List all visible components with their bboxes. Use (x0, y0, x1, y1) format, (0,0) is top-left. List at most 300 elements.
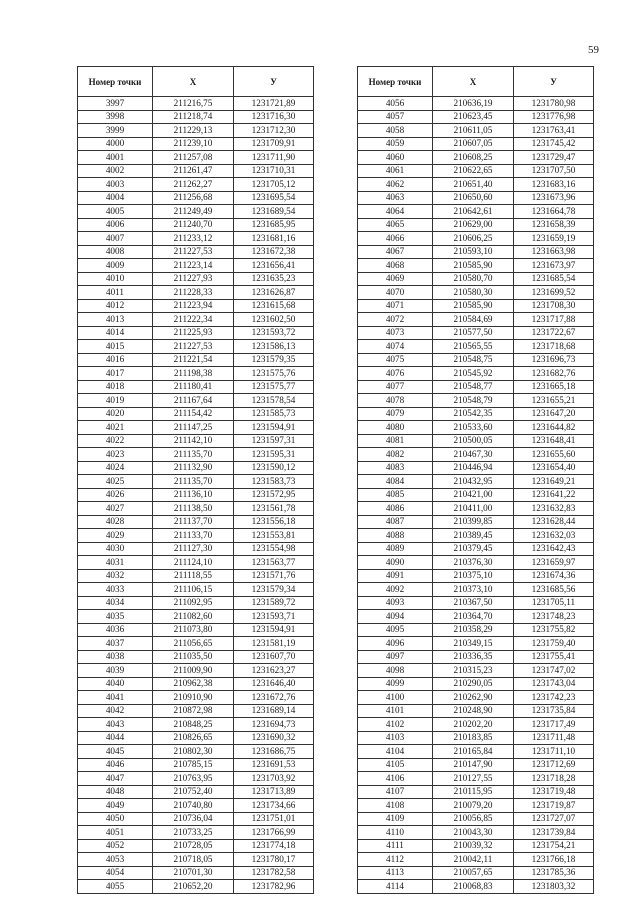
table-row (358, 475, 594, 489)
cell-x: 210611,05 (433, 124, 514, 138)
cell-y: 1231554,98 (234, 542, 314, 556)
table-row (358, 380, 594, 394)
cell-y: 1231711,90 (234, 151, 314, 165)
cell-x: 210421,00 (433, 488, 514, 502)
cell-y: 1231709,91 (234, 137, 314, 151)
table-row (78, 380, 314, 394)
table-row (78, 799, 314, 813)
table-row (78, 758, 314, 772)
table-row (358, 340, 594, 354)
cell-point-number: 4099 (358, 677, 433, 691)
cell-x: 210728,05 (153, 839, 234, 853)
cell-point-number: 4055 (78, 880, 153, 894)
cell-point-number: 4103 (358, 731, 433, 745)
header-x: X (153, 67, 234, 97)
table-row (78, 542, 314, 556)
cell-y: 1231556,18 (234, 515, 314, 529)
cell-point-number: 4059 (358, 137, 433, 151)
cell-point-number: 4097 (358, 650, 433, 664)
cell-x: 210262,90 (433, 691, 514, 705)
cell-point-number: 4092 (358, 583, 433, 597)
table-row (358, 799, 594, 813)
cell-y: 1231759,40 (514, 637, 594, 651)
cell-point-number: 4041 (78, 691, 153, 705)
cell-point-number: 4014 (78, 326, 153, 340)
table-row (78, 124, 314, 138)
table-row (358, 542, 594, 556)
cell-y: 1231754,21 (514, 839, 594, 853)
cell-y: 1231626,87 (234, 286, 314, 300)
cell-y: 1231655,60 (514, 448, 594, 462)
table-row (78, 326, 314, 340)
cell-point-number: 4113 (358, 866, 433, 880)
cell-x: 211142,10 (153, 434, 234, 448)
table-row (358, 623, 594, 637)
cell-y: 1231748,23 (514, 610, 594, 624)
table-row (78, 110, 314, 124)
cell-point-number: 4040 (78, 677, 153, 691)
cell-point-number: 4023 (78, 448, 153, 462)
cell-x: 210548,77 (433, 380, 514, 394)
cell-y: 1231673,96 (514, 191, 594, 205)
cell-y: 1231718,28 (514, 772, 594, 786)
table-row (358, 650, 594, 664)
cell-x: 210752,40 (153, 785, 234, 799)
cell-y: 1231699,52 (514, 286, 594, 300)
cell-point-number: 4012 (78, 299, 153, 313)
cell-point-number: 4054 (78, 866, 153, 880)
cell-y: 1231711,48 (514, 731, 594, 745)
cell-y: 1231635,23 (234, 272, 314, 286)
cell-point-number: 4006 (78, 218, 153, 232)
cell-x: 210565,55 (433, 340, 514, 354)
cell-x: 210432,95 (433, 475, 514, 489)
table-row (358, 853, 594, 867)
cell-y: 1231586,13 (234, 340, 314, 354)
cell-x: 210636,19 (433, 97, 514, 111)
table-row (358, 529, 594, 543)
table-row (78, 718, 314, 732)
cell-y: 1231780,98 (514, 97, 594, 111)
cell-point-number: 4101 (358, 704, 433, 718)
cell-x: 210785,15 (153, 758, 234, 772)
cell-point-number: 4061 (358, 164, 433, 178)
table-row (358, 448, 594, 462)
cell-x: 210165,84 (433, 745, 514, 759)
cell-y: 1231719,48 (514, 785, 594, 799)
table-row (78, 191, 314, 205)
cell-x: 211082,60 (153, 610, 234, 624)
cell-point-number: 4019 (78, 394, 153, 408)
cell-y: 1231672,76 (234, 691, 314, 705)
cell-point-number: 4100 (358, 691, 433, 705)
cell-y: 1231707,50 (514, 164, 594, 178)
cell-x: 210584,69 (433, 313, 514, 327)
cell-y: 1231579,34 (234, 583, 314, 597)
cell-y: 1231681,16 (234, 232, 314, 246)
table-row (358, 772, 594, 786)
table-row (78, 515, 314, 529)
cell-point-number: 4017 (78, 367, 153, 381)
cell-x: 210650,60 (433, 191, 514, 205)
cell-y: 1231763,41 (514, 124, 594, 138)
cell-x: 211132,90 (153, 461, 234, 475)
cell-point-number: 4005 (78, 205, 153, 219)
cell-point-number: 4021 (78, 421, 153, 435)
cell-x: 211138,50 (153, 502, 234, 516)
cell-point-number: 4007 (78, 232, 153, 246)
cell-x: 211240,70 (153, 218, 234, 232)
table-row (78, 394, 314, 408)
cell-point-number: 4008 (78, 245, 153, 259)
cell-point-number: 4110 (358, 826, 433, 840)
cell-y: 1231708,30 (514, 299, 594, 313)
cell-x: 210373,10 (433, 583, 514, 597)
cell-point-number: 4090 (358, 556, 433, 570)
cell-x: 211227,53 (153, 340, 234, 354)
table-row (358, 326, 594, 340)
cell-y: 1231727,07 (514, 812, 594, 826)
table-row (78, 839, 314, 853)
cell-point-number: 4029 (78, 529, 153, 543)
cell-x: 210533,60 (433, 421, 514, 435)
cell-y: 1231711,10 (514, 745, 594, 759)
cell-x: 210379,45 (433, 542, 514, 556)
cell-x: 210740,80 (153, 799, 234, 813)
cell-y: 1231659,97 (514, 556, 594, 570)
cell-x: 211147,25 (153, 421, 234, 435)
cell-point-number: 4078 (358, 394, 433, 408)
cell-point-number: 4079 (358, 407, 433, 421)
cell-x: 210718,05 (153, 853, 234, 867)
cell-point-number: 4060 (358, 151, 433, 165)
table-header-row (78, 67, 314, 97)
header-y: У (234, 67, 314, 97)
cell-y: 1231729,47 (514, 151, 594, 165)
cell-y: 1231690,32 (234, 731, 314, 745)
cell-point-number: 4091 (358, 569, 433, 583)
cell-point-number: 4066 (358, 232, 433, 246)
table-row (78, 97, 314, 111)
cell-x: 210802,30 (153, 745, 234, 759)
cell-x: 211106,15 (153, 583, 234, 597)
cell-x: 211249,49 (153, 205, 234, 219)
cell-x: 211257,08 (153, 151, 234, 165)
cell-point-number: 4058 (358, 124, 433, 138)
cell-point-number: 4000 (78, 137, 153, 151)
table-row (78, 353, 314, 367)
table-row (78, 745, 314, 759)
cell-point-number: 4036 (78, 623, 153, 637)
table-row (358, 677, 594, 691)
cell-y: 1231575,77 (234, 380, 314, 394)
cell-x: 211239,10 (153, 137, 234, 151)
cell-point-number: 4052 (78, 839, 153, 853)
cell-point-number: 4108 (358, 799, 433, 813)
cell-y: 1231734,66 (234, 799, 314, 813)
cell-x: 210962,38 (153, 677, 234, 691)
header-point-number: Номер точки (358, 67, 433, 97)
cell-x: 211228,33 (153, 286, 234, 300)
table-row (78, 853, 314, 867)
cell-x: 210127,55 (433, 772, 514, 786)
cell-point-number: 4074 (358, 340, 433, 354)
cell-point-number: 4072 (358, 313, 433, 327)
table-row (78, 880, 314, 894)
table-row (78, 583, 314, 597)
cell-x: 211135,70 (153, 448, 234, 462)
cell-y: 1231745,42 (514, 137, 594, 151)
cell-x: 211223,14 (153, 259, 234, 273)
cell-point-number: 4018 (78, 380, 153, 394)
cell-point-number: 4028 (78, 515, 153, 529)
cell-point-number: 4025 (78, 475, 153, 489)
cell-point-number: 4024 (78, 461, 153, 475)
cell-point-number: 4065 (358, 218, 433, 232)
cell-y: 1231575,76 (234, 367, 314, 381)
cell-point-number: 4107 (358, 785, 433, 799)
table-row (358, 137, 594, 151)
cell-point-number: 4081 (358, 434, 433, 448)
coordinates-table-right (357, 66, 594, 894)
cell-point-number: 4085 (358, 488, 433, 502)
cell-point-number: 4038 (78, 650, 153, 664)
table-row (358, 745, 594, 759)
cell-point-number: 4069 (358, 272, 433, 286)
table-row (78, 488, 314, 502)
cell-x: 210548,75 (433, 353, 514, 367)
cell-x: 210608,25 (433, 151, 514, 165)
cell-y: 1231597,31 (234, 434, 314, 448)
cell-point-number: 4089 (358, 542, 433, 556)
table-row (358, 272, 594, 286)
cell-y: 1231664,78 (514, 205, 594, 219)
cell-x: 210701,30 (153, 866, 234, 880)
cell-x: 210585,90 (433, 299, 514, 313)
cell-point-number: 4080 (358, 421, 433, 435)
table-row (78, 218, 314, 232)
cell-y: 1231656,41 (234, 259, 314, 273)
cell-x: 210629,00 (433, 218, 514, 232)
cell-x: 211262,27 (153, 178, 234, 192)
cell-x: 211222,34 (153, 313, 234, 327)
table-row (358, 97, 594, 111)
cell-x: 210042,11 (433, 853, 514, 867)
cell-point-number: 3999 (78, 124, 153, 138)
cell-y: 1231739,84 (514, 826, 594, 840)
cell-point-number: 4096 (358, 637, 433, 651)
cell-point-number: 4033 (78, 583, 153, 597)
table-row (78, 178, 314, 192)
table-row (78, 826, 314, 840)
cell-point-number: 4016 (78, 353, 153, 367)
cell-y: 1231571,76 (234, 569, 314, 583)
cell-y: 1231716,30 (234, 110, 314, 124)
cell-y: 1231717,49 (514, 718, 594, 732)
table-row (358, 583, 594, 597)
cell-y: 1231641,22 (514, 488, 594, 502)
cell-x: 210593,10 (433, 245, 514, 259)
table-row (358, 556, 594, 570)
cell-y: 1231655,21 (514, 394, 594, 408)
cell-x: 210585,90 (433, 259, 514, 273)
cell-x: 211256,68 (153, 191, 234, 205)
cell-y: 1231685,54 (514, 272, 594, 286)
cell-point-number: 4057 (358, 110, 433, 124)
cell-y: 1231658,39 (514, 218, 594, 232)
cell-y: 1231718,68 (514, 340, 594, 354)
cell-x: 211135,70 (153, 475, 234, 489)
cell-x: 210147,90 (433, 758, 514, 772)
cell-point-number: 4102 (358, 718, 433, 732)
cell-y: 1231722,67 (514, 326, 594, 340)
cell-point-number: 4020 (78, 407, 153, 421)
cell-y: 1231766,18 (514, 853, 594, 867)
cell-x: 210542,35 (433, 407, 514, 421)
table-row (78, 637, 314, 651)
cell-point-number: 4043 (78, 718, 153, 732)
cell-point-number: 4093 (358, 596, 433, 610)
cell-x: 210349,15 (433, 637, 514, 651)
cell-point-number: 4013 (78, 313, 153, 327)
cell-y: 1231691,53 (234, 758, 314, 772)
cell-point-number: 4082 (358, 448, 433, 462)
table-row (358, 407, 594, 421)
cell-point-number: 4109 (358, 812, 433, 826)
cell-point-number: 4098 (358, 664, 433, 678)
cell-point-number: 4067 (358, 245, 433, 259)
cell-y: 1231686,75 (234, 745, 314, 759)
cell-point-number: 4051 (78, 826, 153, 840)
table-row (78, 812, 314, 826)
cell-x: 211227,53 (153, 245, 234, 259)
table-row (358, 569, 594, 583)
table-row (358, 245, 594, 259)
cell-x: 210202,20 (433, 718, 514, 732)
cell-point-number: 4047 (78, 772, 153, 786)
cell-point-number: 4026 (78, 488, 153, 502)
cell-x: 210623,45 (433, 110, 514, 124)
cell-point-number: 4053 (78, 853, 153, 867)
cell-point-number: 4010 (78, 272, 153, 286)
cell-y: 1231593,71 (234, 610, 314, 624)
table-row (358, 812, 594, 826)
cell-x: 210079,20 (433, 799, 514, 813)
table-row (78, 299, 314, 313)
cell-x: 210651,40 (433, 178, 514, 192)
cell-point-number: 4039 (78, 664, 153, 678)
cell-x: 211167,64 (153, 394, 234, 408)
cell-y: 1231628,44 (514, 515, 594, 529)
table-row (358, 232, 594, 246)
cell-x: 211127,30 (153, 542, 234, 556)
cell-x: 210607,05 (433, 137, 514, 151)
cell-point-number: 4003 (78, 178, 153, 192)
cell-y: 1231583,73 (234, 475, 314, 489)
cell-x: 211233,12 (153, 232, 234, 246)
cell-x: 211221,54 (153, 353, 234, 367)
cell-y: 1231751,01 (234, 812, 314, 826)
cell-x: 210763,95 (153, 772, 234, 786)
cell-y: 1231710,31 (234, 164, 314, 178)
table-row (358, 151, 594, 165)
cell-y: 1231581,19 (234, 637, 314, 651)
cell-point-number: 4042 (78, 704, 153, 718)
cell-y: 1231689,14 (234, 704, 314, 718)
cell-y: 1231755,41 (514, 650, 594, 664)
cell-y: 1231712,30 (234, 124, 314, 138)
cell-point-number: 4034 (78, 596, 153, 610)
table-row (358, 218, 594, 232)
cell-y: 1231665,18 (514, 380, 594, 394)
cell-y: 1231578,54 (234, 394, 314, 408)
cell-x: 210115,95 (433, 785, 514, 799)
table-row (78, 137, 314, 151)
table-row (78, 866, 314, 880)
cell-x: 211227,93 (153, 272, 234, 286)
cell-y: 1231682,76 (514, 367, 594, 381)
cell-x: 211225,93 (153, 326, 234, 340)
table-row (358, 488, 594, 502)
cell-y: 1231685,95 (234, 218, 314, 232)
cell-x: 210376,30 (433, 556, 514, 570)
cell-point-number: 4064 (358, 205, 433, 219)
cell-point-number: 4022 (78, 434, 153, 448)
cell-y: 1231694,73 (234, 718, 314, 732)
cell-y: 1231593,72 (234, 326, 314, 340)
cell-x: 210467,30 (433, 448, 514, 462)
cell-y: 1231683,16 (514, 178, 594, 192)
table-row (78, 502, 314, 516)
cell-y: 1231572,95 (234, 488, 314, 502)
table-body-left (78, 97, 314, 894)
table-row (78, 272, 314, 286)
cell-point-number: 4068 (358, 259, 433, 273)
cell-y: 1231774,18 (234, 839, 314, 853)
table-row (78, 623, 314, 637)
cell-y: 1231674,36 (514, 569, 594, 583)
cell-x: 211133,70 (153, 529, 234, 543)
cell-y: 1231803,32 (514, 880, 594, 894)
cell-point-number: 4056 (358, 97, 433, 111)
cell-point-number: 4114 (358, 880, 433, 894)
cell-y: 1231735,84 (514, 704, 594, 718)
coordinates-table-left (77, 66, 314, 894)
cell-x: 210411,00 (433, 502, 514, 516)
cell-point-number: 4027 (78, 502, 153, 516)
cell-x: 210183,85 (433, 731, 514, 745)
table-row (358, 313, 594, 327)
cell-x: 210367,50 (433, 596, 514, 610)
cell-point-number: 4015 (78, 340, 153, 354)
table-row (358, 866, 594, 880)
cell-y: 1231623,27 (234, 664, 314, 678)
table-row (78, 259, 314, 273)
cell-point-number: 4001 (78, 151, 153, 165)
table-row (78, 556, 314, 570)
cell-y: 1231644,82 (514, 421, 594, 435)
cell-y: 1231695,54 (234, 191, 314, 205)
cell-y: 1231647,20 (514, 407, 594, 421)
table-row (78, 367, 314, 381)
cell-y: 1231607,70 (234, 650, 314, 664)
cell-x: 210364,70 (433, 610, 514, 624)
cell-x: 211180,41 (153, 380, 234, 394)
table-row (78, 529, 314, 543)
table-row (78, 772, 314, 786)
cell-point-number: 4087 (358, 515, 433, 529)
table-row (358, 515, 594, 529)
